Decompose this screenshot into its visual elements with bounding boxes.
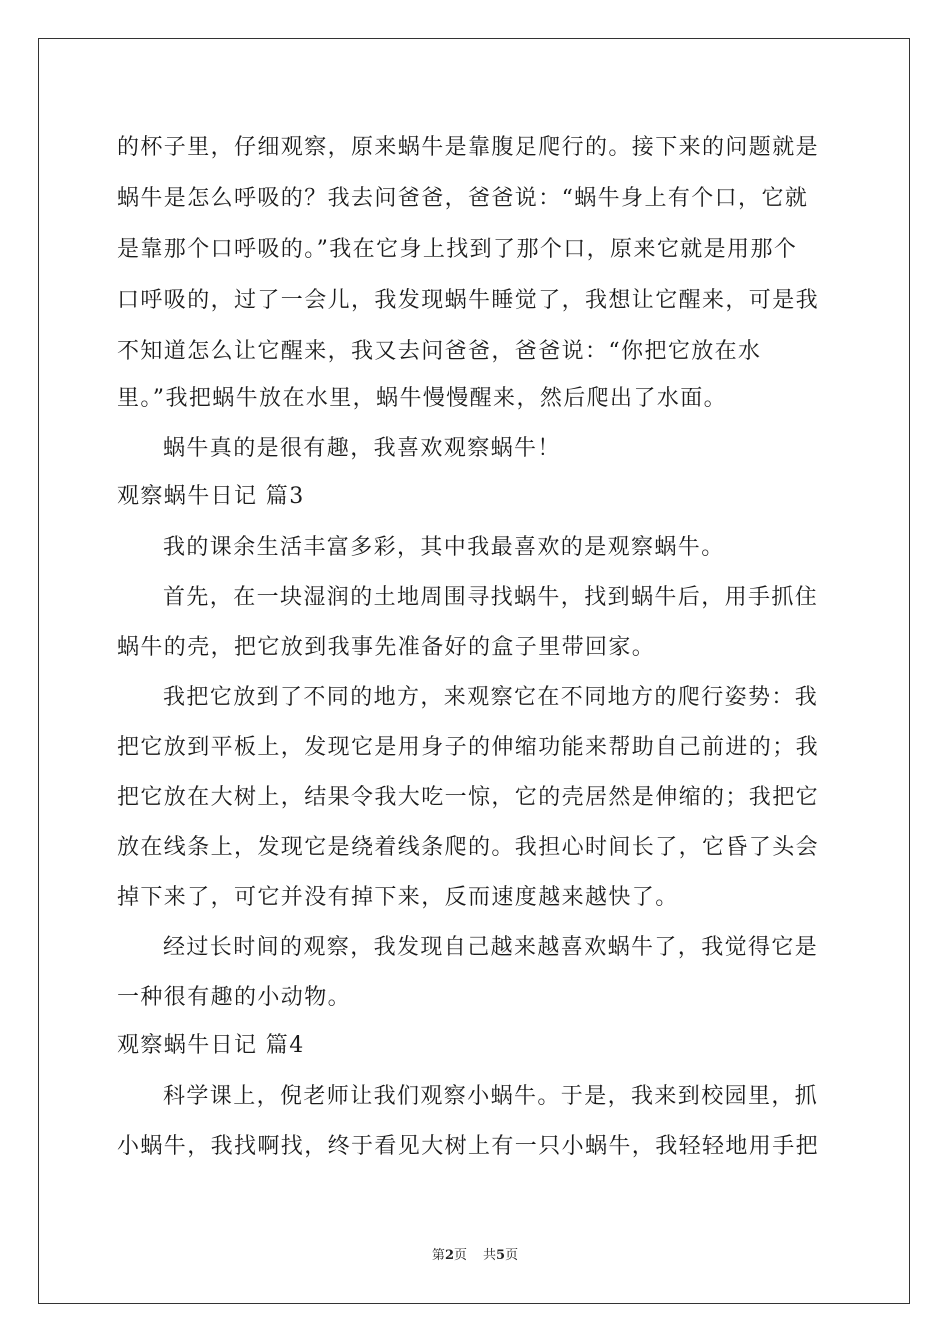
page-border bbox=[38, 38, 910, 1304]
text-line: 是靠那个口呼吸的。”我在它身上找到了那个口，原来它就是用那个 bbox=[117, 237, 798, 262]
total-prefix: 共 bbox=[483, 1248, 497, 1263]
section-heading: 观察蜗牛日记 篇4 bbox=[117, 1033, 305, 1058]
paragraph-line: 我的课余生活丰富多彩，其中我最喜欢的是观察蜗牛。 bbox=[163, 535, 725, 560]
paragraph-line: 蜗牛真的是很有趣，我喜欢观察蜗牛！ bbox=[163, 436, 561, 461]
text-line: 放在线条上，发现它是绕着线条爬的。我担心时间长了，它昏了头会 bbox=[117, 835, 820, 860]
total-pages: 5 bbox=[496, 1248, 506, 1263]
paragraph-line: 首先，在一块湿润的土地周围寻找蜗牛，找到蜗牛后，用手抓住 bbox=[163, 585, 819, 610]
text-line: 一种很有趣的小动物。 bbox=[117, 985, 352, 1010]
total-suffix: 页 bbox=[505, 1248, 519, 1263]
text-line: 把它放到平板上，发现它是用身子的伸缩功能来帮助自己前进的；我 bbox=[117, 735, 820, 760]
text-line: 不知道怎么让它醒来，我又去问爸爸，爸爸说：“你把它放在水 bbox=[117, 339, 762, 364]
text-line: 里。”我把蜗牛放在水里，蜗牛慢慢醒来，然后爬出了水面。 bbox=[117, 386, 728, 411]
page-footer bbox=[0, 1244, 950, 1263]
paragraph-line: 我把它放到了不同的地方，来观察它在不同地方的爬行姿势：我 bbox=[163, 685, 819, 710]
text-line: 蜗牛是怎么呼吸的？我去问爸爸，爸爸说：“蜗牛身上有个口，它就 bbox=[117, 186, 809, 211]
text-line: 掉下来了，可它并没有掉下来，反而速度越来越快了。 bbox=[117, 885, 679, 910]
text-line: 的杯子里，仔细观察，原来蜗牛是靠腹足爬行的。接下来的问题就是 bbox=[117, 135, 820, 160]
page-number: 2 bbox=[444, 1248, 454, 1263]
text-line: 蜗牛的壳，把它放到我事先准备好的盒子里带回家。 bbox=[117, 635, 656, 660]
paragraph-line: 经过长时间的观察，我发现自己越来越喜欢蜗牛了，我觉得它是 bbox=[163, 935, 819, 960]
paragraph-line: 科学课上，倪老师让我们观察小蜗牛。于是，我来到校园里，抓 bbox=[163, 1084, 819, 1109]
page-suffix: 页 bbox=[453, 1248, 467, 1263]
text-line: 小蜗牛，我找啊找，终于看见大树上有一只小蜗牛，我轻轻地用手把 bbox=[117, 1134, 820, 1159]
text-line: 口呼吸的，过了一会儿，我发现蜗牛睡觉了，我想让它醒来，可是我 bbox=[117, 288, 820, 313]
text-line: 把它放在大树上，结果令我大吃一惊，它的壳居然是伸缩的；我把它 bbox=[117, 785, 820, 810]
page-prefix: 第 bbox=[431, 1248, 445, 1263]
section-heading: 观察蜗牛日记 篇3 bbox=[117, 484, 305, 509]
